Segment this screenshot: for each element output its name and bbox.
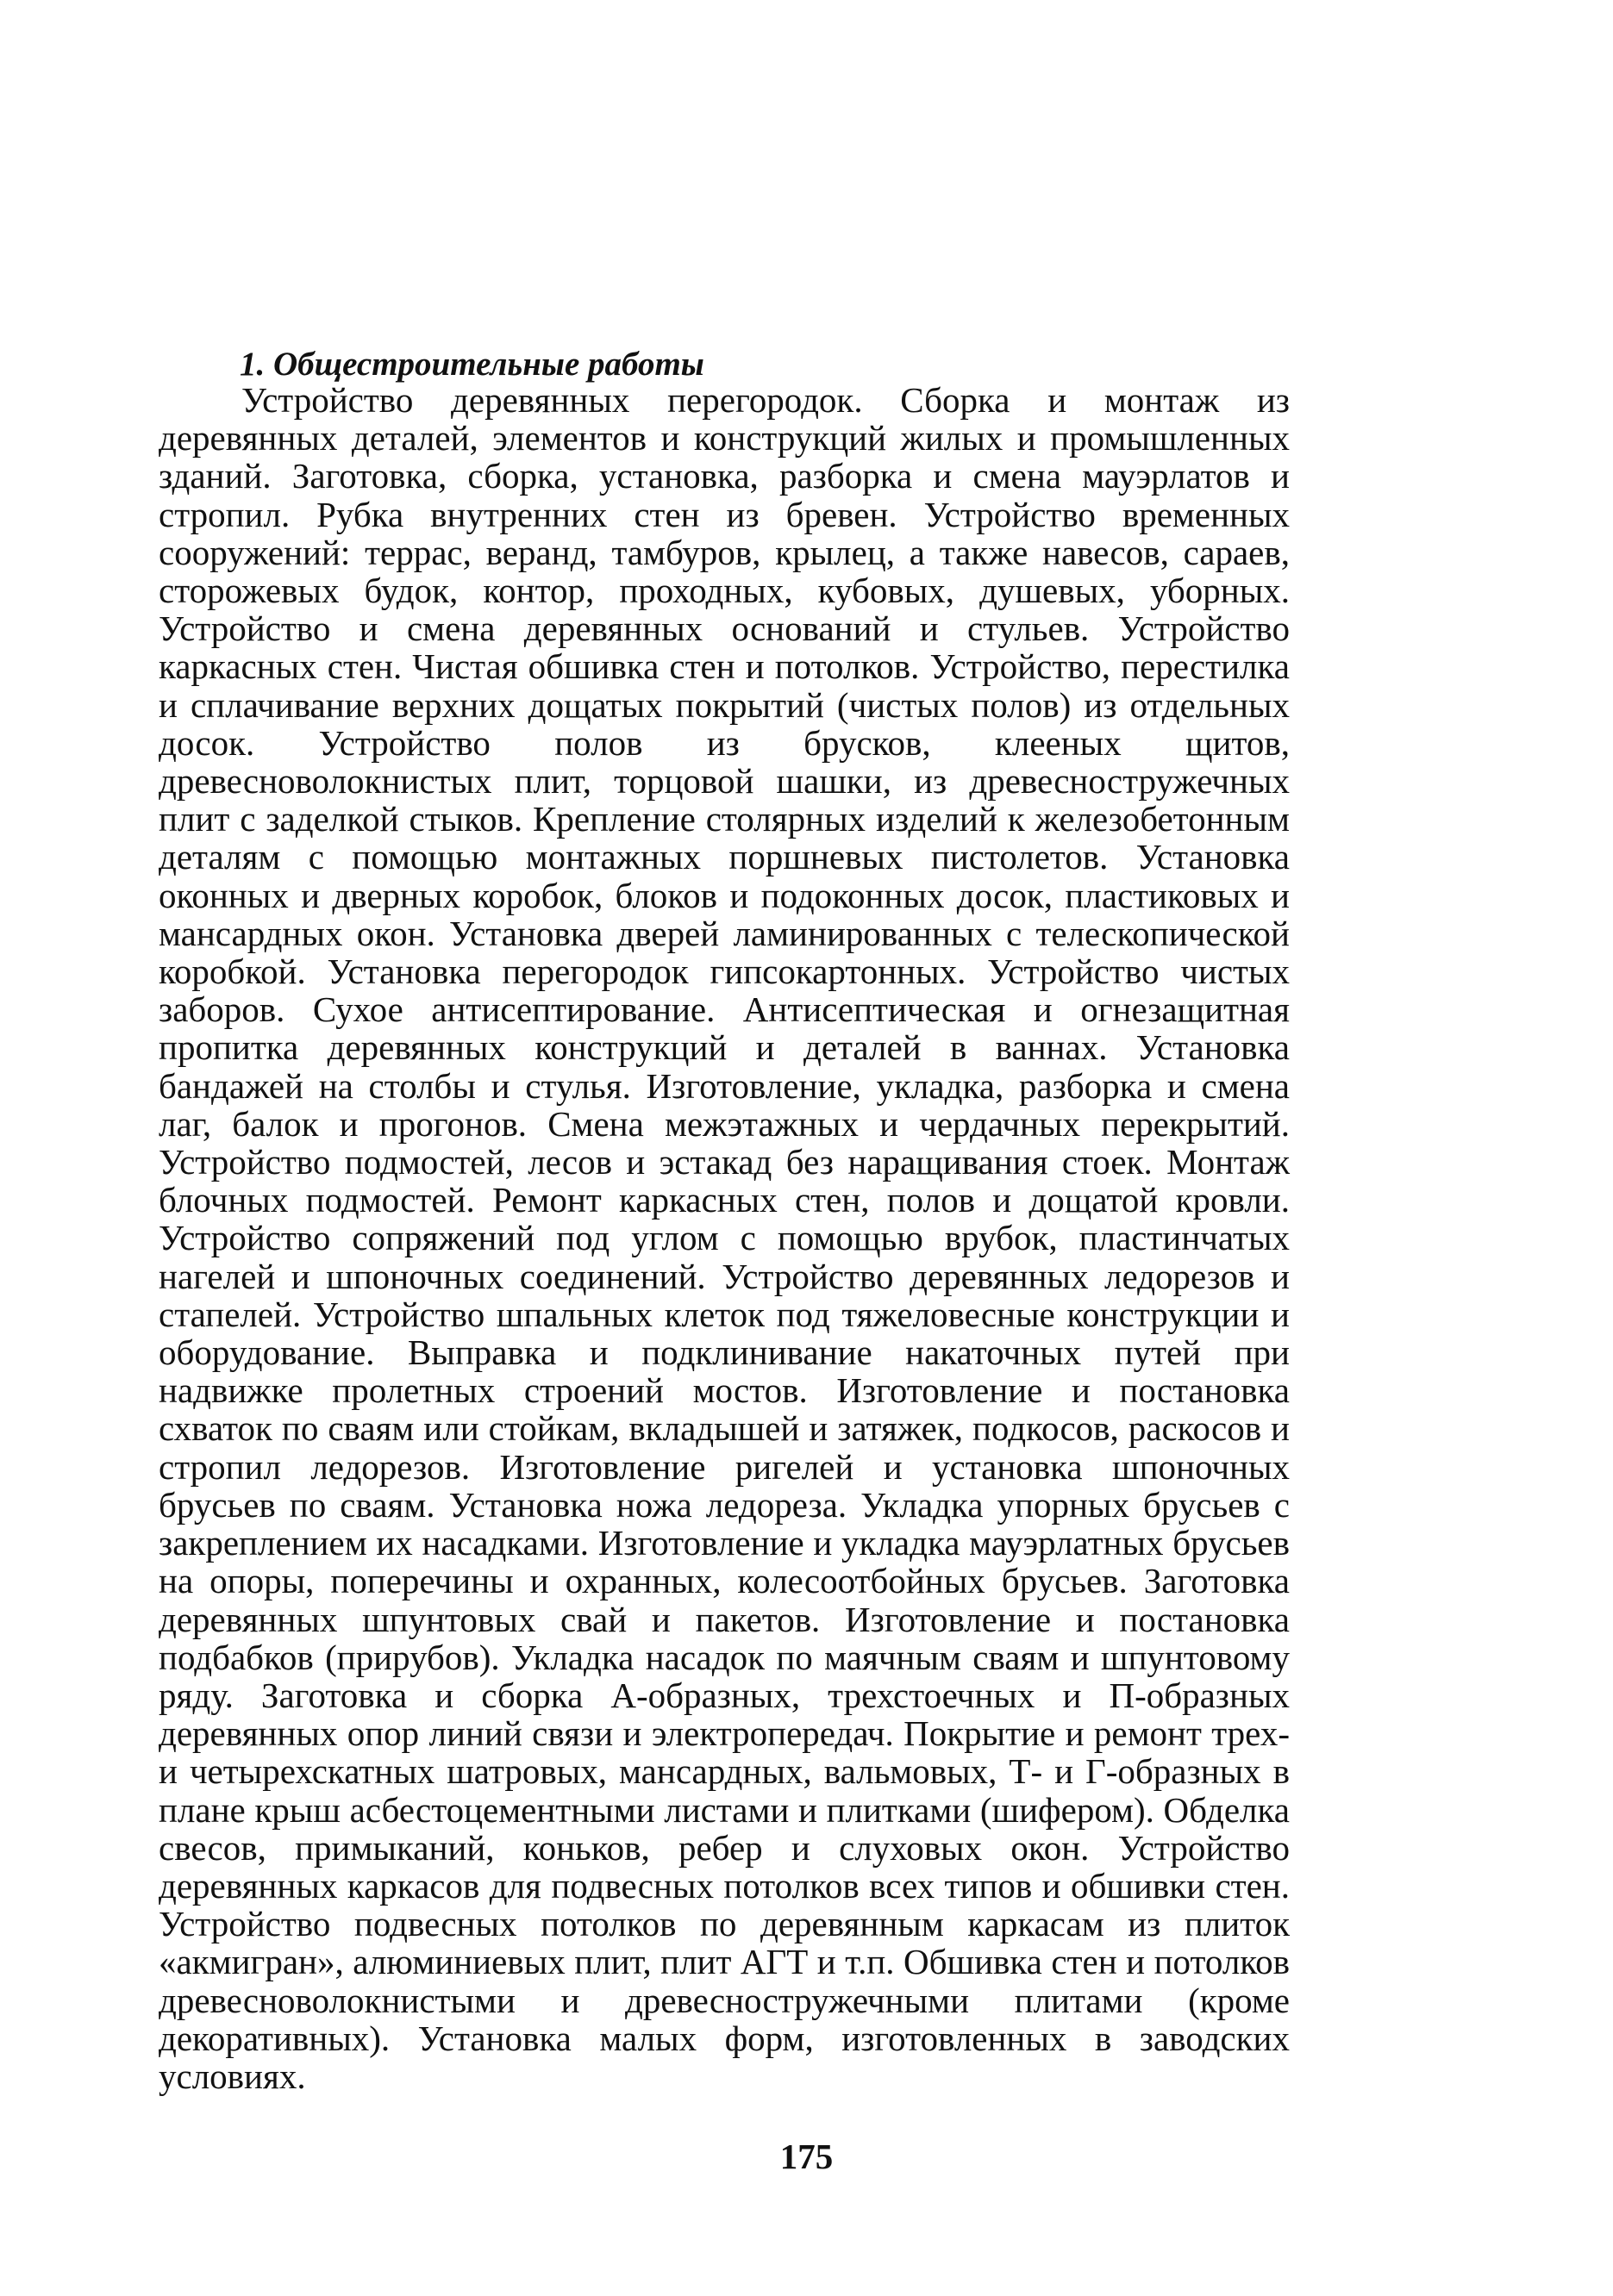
page-number: 175: [779, 2137, 834, 2176]
body-paragraph: Устройство деревянных перегородок. Сборка и монтаж из деревянных деталей, элементов и конструкций жилых и промышленных зданий. Заготовка, сборка, установка, разборка и смена мауэрлатов и стропил. Рубка внутренних стен из бревен. Устройство временных сооружений: террас, веранд, тамбуров, крылец, а также навесов, сараев, сторожевых будок, контор, проходных, кубовых, душевых, уборных. Устройство и смена деревянных оснований и стульев. Устройство каркасных стен. Чистая обшивка стен и потолков. Устройство, перестилка и сплачивание верхних дощатых покрытий (чистых полов) из отдельных досок. Устройство полов из брусков, клееных щитов, древесноволокнистых плит, торцовой шашки, из древесностружечных плит с заделкой стыков. Крепление столярных изделий к железобетонным деталям с помощью монтажных поршневых пистолетов. Установка оконных и дверных коробок, блоков и подоконных досок, пластиковых и мансардных окон. Установка дверей ламинированных с телескопической коробкой. Установка перегородок гипсокартонных. Устройство чистых заборов. Сухое антисептирование. Антисептическая и огнезащитная пропитка деревянных конструкций и деталей в ваннах. Установка бандажей на столбы и стулья. Изготовление, укладка, разборка и смена лаг, балок и прогонов. Смена межэтажных и чердачных перекрытий. Устройство подмостей, лесов и эстакад без наращивания стоек. Монтаж блочных подмостей. Ремонт каркасных стен, полов и дощатой кровли. Устройство сопряжений под углом с помощью врубок, пластинчатых нагелей и шпоночных соединений. Устройство деревянных ледорезов и стапелей. Устройство шпальных клеток под тяжеловесные конструкции и оборудование. Выправка и подклинивание накаточных путей при надвижке пролетных строений мостов. Изготовление и постановка схваток по сваям или стойкам, вкладышей и затяжек, подкосов, раскосов и стропил ледорезов. Изготовление ригелей и установка шпоночных брусьев по сваям. Установка ножа ледореза. Укладка упорных брусьев с закреплением их насадками. Изготовление и укладка мауэрлатных брусьев на опоры, поперечины и охранных, колесоотбойных брусьев. Заготовка деревянных шпунтовых свай и пакетов. Изготовление и постановка подбабков (прирубов). Укладка насадок по маячным сваям и шпунтовому ряду. Заготовка и сборка А-образных, трехстоечных и П-образных деревянных опор линий связи и электропередач. Покрытие и ремонт трех- и четырехскатных шатровых, мансардных, вальмовых, Т- и Г-образных в плане крыш асбестоцементными листами и плитками (шифером). Обделка свесов, примыканий, коньков, ребер и слуховых окон. Устройство деревянных каркасов для подвесных потолков всех типов и обшивки стен. Устройство подвесных потолков по деревянным каркасам из плиток «акмигран», алюминиевых плит, плит АГТ и т.п. Обшивка стен и потолков древесноволокнистыми и древесностружечными плитами (кроме декоративных). Установка малых форм, изготовленных в заводских условиях.: [159, 380, 1290, 2096]
section-heading: 1. Общестроительные работы: [240, 346, 704, 383]
